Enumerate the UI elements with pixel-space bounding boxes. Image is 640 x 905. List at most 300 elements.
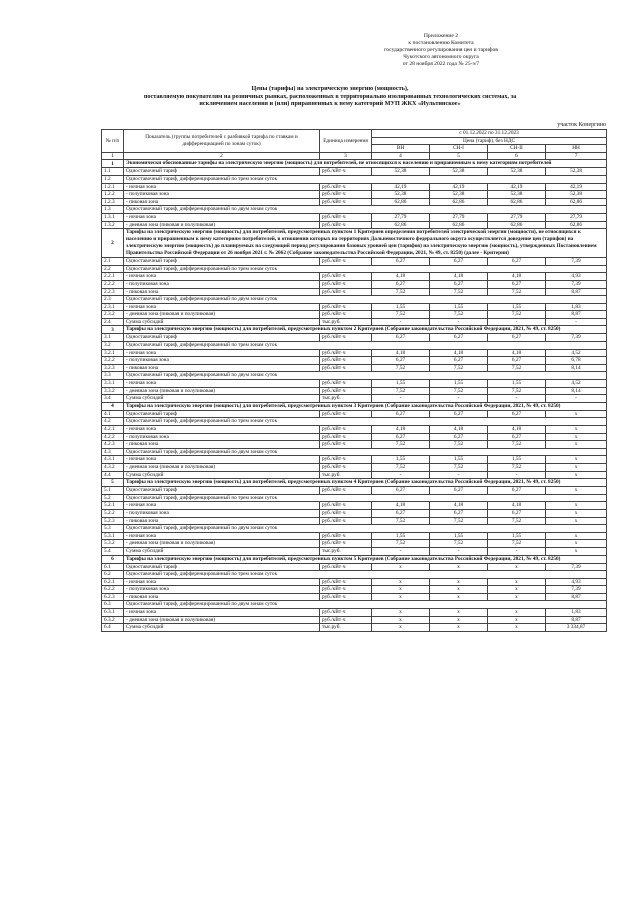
column-number: 7 bbox=[546, 152, 607, 160]
row-unit: руб./кВт·ч bbox=[320, 183, 372, 191]
value-sn2: 4,18 bbox=[488, 426, 546, 434]
row-number: 5.2 bbox=[102, 494, 124, 502]
value-vn: 6,27 bbox=[372, 410, 430, 418]
value-vn: 62,86 bbox=[372, 198, 430, 206]
row-unit: руб./кВт·ч bbox=[320, 364, 372, 372]
subheader-row bbox=[102, 494, 607, 502]
value-sn1: 7,52 bbox=[430, 441, 488, 449]
value-sn1: 6,27 bbox=[430, 410, 488, 418]
table-row bbox=[102, 183, 607, 191]
value-nn: х bbox=[546, 410, 607, 418]
row-number: 4.4 bbox=[102, 471, 124, 479]
row-unit: тыс.руб. bbox=[320, 318, 372, 326]
value-vn: х bbox=[372, 609, 430, 617]
value-nn: 42,19 bbox=[546, 183, 607, 191]
header-no: № п/п bbox=[102, 130, 124, 153]
row-number: 6.3.1 bbox=[102, 609, 124, 617]
table-row bbox=[102, 273, 607, 281]
row-number: 6.2 bbox=[102, 571, 124, 579]
value-sn2: 7,52 bbox=[488, 387, 546, 395]
value-vn: 7,52 bbox=[372, 387, 430, 395]
value-nn: 1,83 bbox=[546, 609, 607, 617]
row-name: - пиковая зона bbox=[124, 593, 320, 601]
value-nn: х bbox=[546, 426, 607, 434]
row-number: 1.2.2 bbox=[102, 191, 124, 199]
value-vn: 27,79 bbox=[372, 213, 430, 221]
row-unit: руб./кВт·ч bbox=[320, 334, 372, 342]
value-nn: 6,78 bbox=[546, 357, 607, 365]
section-row bbox=[102, 479, 607, 487]
subheader-row bbox=[102, 525, 607, 533]
value-nn: 8,87 bbox=[546, 593, 607, 601]
title-line: исключением населения и (или) приравненных к нему категорий МУП ЖКХ «Иультинское» bbox=[199, 100, 461, 108]
table-row bbox=[102, 318, 607, 326]
value-nn: 62,86 bbox=[546, 198, 607, 206]
value-vn: 1,55 bbox=[372, 303, 430, 311]
row-name: - дневная зона (пиковая и полупиковая) bbox=[124, 463, 320, 471]
value-nn: х bbox=[546, 487, 607, 495]
row-name: Сумма субсидий bbox=[124, 624, 320, 632]
row-number: 2.3.1 bbox=[102, 303, 124, 311]
row-number: 5.4 bbox=[102, 547, 124, 555]
value-nn: х bbox=[546, 441, 607, 449]
row-number: 4.1 bbox=[102, 410, 124, 418]
row-name: - полупиковая зона bbox=[124, 191, 320, 199]
value-sn1: 42,19 bbox=[430, 183, 488, 191]
value-sn1: 6,27 bbox=[430, 509, 488, 517]
appendix-line: государственного регулирования цен и тарифов bbox=[384, 47, 498, 53]
value-vn: 4,18 bbox=[372, 273, 430, 281]
value-sn2: 7,52 bbox=[488, 364, 546, 372]
value-sn1: х bbox=[430, 609, 488, 617]
row-name: - полупиковая зона bbox=[124, 586, 320, 594]
value-vn: 7,52 bbox=[372, 540, 430, 548]
row-number: 2.2.1 bbox=[102, 273, 124, 281]
section-description: Тарифы на электрическую энергию (мощность) для потребителей, предусмотренных пунктом 4 Критериев (Собрание законодательства Российской Федерации, 2021, № 49, ст. 8250) bbox=[124, 479, 607, 487]
value-nn: 8,14 bbox=[546, 364, 607, 372]
row-name: - ночная зона bbox=[124, 273, 320, 281]
value-sn1: 6,27 bbox=[430, 258, 488, 266]
table-row bbox=[102, 387, 607, 395]
value-sn1: 7,52 bbox=[430, 288, 488, 296]
row-number: 5.3 bbox=[102, 525, 124, 533]
header-col-sn1: СН-I bbox=[430, 145, 488, 153]
value-vn: - bbox=[372, 318, 430, 326]
row-number: 1.1 bbox=[102, 168, 124, 176]
value-vn: - bbox=[372, 395, 430, 403]
tariff-table bbox=[101, 129, 607, 632]
row-number: 3.2 bbox=[102, 342, 124, 350]
value-sn2: х bbox=[488, 563, 546, 571]
value-nn: 8,87 bbox=[546, 311, 607, 319]
row-name: - ночная зона bbox=[124, 456, 320, 464]
table-row bbox=[102, 616, 607, 624]
value-sn1: 4,18 bbox=[430, 426, 488, 434]
value-vn: 6,27 bbox=[372, 280, 430, 288]
value-vn: 4,18 bbox=[372, 426, 430, 434]
row-number: 2.2.3 bbox=[102, 288, 124, 296]
table-row bbox=[102, 191, 607, 199]
value-sn2: 1,55 bbox=[488, 456, 546, 464]
row-name: - пиковая зона bbox=[124, 441, 320, 449]
row-number: 2.3 bbox=[102, 296, 124, 304]
row-unit: руб./кВт·ч bbox=[320, 426, 372, 434]
value-nn: х bbox=[546, 471, 607, 479]
value-sn1: 4,18 bbox=[430, 273, 488, 281]
row-number: 5 bbox=[102, 479, 124, 487]
table-row bbox=[102, 471, 607, 479]
value-sn2: х bbox=[488, 624, 546, 632]
table-row bbox=[102, 258, 607, 266]
value-sn1: х bbox=[430, 593, 488, 601]
value-sn1: 1,55 bbox=[430, 456, 488, 464]
table-row bbox=[102, 540, 607, 548]
value-sn1: - bbox=[430, 318, 488, 326]
value-vn: 52,38 bbox=[372, 168, 430, 176]
table-row bbox=[102, 624, 607, 632]
row-name: Одноставочный тариф bbox=[124, 258, 320, 266]
value-sn1: 7,52 bbox=[430, 387, 488, 395]
row-number: 2 bbox=[102, 229, 124, 258]
value-sn2: 4,18 bbox=[488, 502, 546, 510]
row-name: Одноставочный тариф bbox=[124, 410, 320, 418]
row-unit: руб./кВт·ч bbox=[320, 357, 372, 365]
value-nn: 7,39 bbox=[546, 586, 607, 594]
value-vn: 1,55 bbox=[372, 532, 430, 540]
table-row bbox=[102, 288, 607, 296]
value-sn2: 6,27 bbox=[488, 334, 546, 342]
value-vn: - bbox=[372, 547, 430, 555]
appendix-line: к постановлению Комитета bbox=[408, 40, 474, 46]
value-sn1: - bbox=[430, 471, 488, 479]
value-sn2: 1,55 bbox=[488, 303, 546, 311]
value-sn2: 7,52 bbox=[488, 517, 546, 525]
value-sn2: 27,79 bbox=[488, 213, 546, 221]
row-name: Одноставочный тариф, дифференцированный по трем зонам суток bbox=[124, 494, 607, 502]
value-nn: 8,14 bbox=[546, 387, 607, 395]
value-vn: 7,52 bbox=[372, 441, 430, 449]
row-name: - пиковая зона bbox=[124, 364, 320, 372]
row-unit: руб./кВт·ч bbox=[320, 221, 372, 229]
row-unit: руб./кВт·ч bbox=[320, 586, 372, 594]
value-sn2: 6,27 bbox=[488, 509, 546, 517]
row-number: 6.3.2 bbox=[102, 616, 124, 624]
value-nn: х bbox=[546, 547, 607, 555]
row-unit: руб./кВт·ч bbox=[320, 258, 372, 266]
appendix-line: от 28 ноября 2022 года № 25-э/7 bbox=[402, 61, 480, 67]
value-sn2: 1,55 bbox=[488, 532, 546, 540]
row-number: 2.2.2 bbox=[102, 280, 124, 288]
subheader-row bbox=[102, 342, 607, 350]
row-name: Одноставочный тариф, дифференцированный по двум зонам суток bbox=[124, 296, 607, 304]
row-name: - ночная зона bbox=[124, 183, 320, 191]
section-row bbox=[102, 326, 607, 334]
subheader-row bbox=[102, 175, 607, 183]
row-unit: руб./кВт·ч bbox=[320, 433, 372, 441]
row-unit: руб./кВт·ч bbox=[320, 616, 372, 624]
table-row bbox=[102, 609, 607, 617]
row-name: - дневная зона (пиковая и полупиковая) bbox=[124, 540, 320, 548]
value-vn: 42,19 bbox=[372, 183, 430, 191]
row-unit: тыс.руб. bbox=[320, 395, 372, 403]
value-nn: 8,87 bbox=[546, 288, 607, 296]
value-sn1: 52,38 bbox=[430, 168, 488, 176]
row-number: 2.3.2 bbox=[102, 311, 124, 319]
value-sn1: 6,27 bbox=[430, 280, 488, 288]
value-nn: х bbox=[546, 456, 607, 464]
appendix-line: Приложение 2 bbox=[423, 33, 459, 39]
row-unit: руб./кВт·ч bbox=[320, 563, 372, 571]
row-number: 1.3 bbox=[102, 206, 124, 214]
value-sn1: 62,86 bbox=[430, 221, 488, 229]
value-sn2: х bbox=[488, 609, 546, 617]
table-row bbox=[102, 547, 607, 555]
row-unit: руб./кВт·ч bbox=[320, 311, 372, 319]
row-number: 6.3 bbox=[102, 601, 124, 609]
value-nn: 4,93 bbox=[546, 273, 607, 281]
row-name: Одноставочный тариф, дифференцированный по трем зонам суток bbox=[124, 265, 607, 273]
row-name: Одноставочный тариф, дифференцированный по двум зонам суток bbox=[124, 448, 607, 456]
value-sn2: - bbox=[488, 471, 546, 479]
column-number: 6 bbox=[488, 152, 546, 160]
row-unit: руб./кВт·ч bbox=[320, 456, 372, 464]
value-sn1: х bbox=[430, 586, 488, 594]
value-vn: 62,86 bbox=[372, 221, 430, 229]
value-sn1: 27,79 bbox=[430, 213, 488, 221]
value-sn1: 1,55 bbox=[430, 380, 488, 388]
value-sn2: 7,52 bbox=[488, 311, 546, 319]
row-number: 4.2.2 bbox=[102, 433, 124, 441]
subheader-row bbox=[102, 296, 607, 304]
row-name: - ночная зона bbox=[124, 532, 320, 540]
value-sn1: - bbox=[430, 395, 488, 403]
table-row bbox=[102, 502, 607, 510]
row-name: Одноставочный тариф, дифференцированный по трем зонам суток bbox=[124, 418, 607, 426]
row-name: Сумма субсидий bbox=[124, 547, 320, 555]
value-sn1: 6,27 bbox=[430, 357, 488, 365]
value-sn2: 6,27 bbox=[488, 410, 546, 418]
row-number: 1.2.3 bbox=[102, 198, 124, 206]
column-number: 3 bbox=[320, 152, 372, 160]
row-unit: руб./кВт·ч bbox=[320, 532, 372, 540]
row-number: 3.3.1 bbox=[102, 380, 124, 388]
value-nn: 4,52 bbox=[546, 349, 607, 357]
value-nn: х bbox=[546, 463, 607, 471]
value-nn: х bbox=[546, 433, 607, 441]
row-number: 6.2.3 bbox=[102, 593, 124, 601]
value-vn: 6,27 bbox=[372, 357, 430, 365]
row-name: Одноставочный тариф, дифференцированный по двум зонам суток bbox=[124, 525, 607, 533]
column-number: 5 bbox=[430, 152, 488, 160]
row-number: 4.3 bbox=[102, 448, 124, 456]
row-unit: руб./кВт·ч bbox=[320, 593, 372, 601]
row-name: - полупиковая зона bbox=[124, 433, 320, 441]
row-unit: руб./кВт·ч bbox=[320, 517, 372, 525]
row-name: - полупиковая зона bbox=[124, 280, 320, 288]
table-row bbox=[102, 532, 607, 540]
row-name: Одноставочный тариф, дифференцированный по двум зонам суток bbox=[124, 206, 607, 214]
value-vn: 1,55 bbox=[372, 456, 430, 464]
row-unit: руб./кВт·ч bbox=[320, 349, 372, 357]
value-sn1: 7,52 bbox=[430, 311, 488, 319]
value-sn2: 7,52 bbox=[488, 463, 546, 471]
table-row bbox=[102, 357, 607, 365]
value-nn: 7,39 bbox=[546, 334, 607, 342]
table-row bbox=[102, 380, 607, 388]
row-name: - дневная зона (пиковая и полупиковая) bbox=[124, 311, 320, 319]
row-number: 1 bbox=[102, 160, 124, 168]
row-number: 3.2.1 bbox=[102, 349, 124, 357]
section-description: Тарифы на электрическую энергию (мощность) для потребителей, предусмотренных пунктом 2 Критериев (Собрание законодательства Российской Федерации, 2021, № 49, ст. 8250) bbox=[124, 326, 607, 334]
value-sn1: 52,38 bbox=[430, 191, 488, 199]
row-number: 4.3.2 bbox=[102, 463, 124, 471]
row-name: - ночная зона bbox=[124, 213, 320, 221]
value-sn1: 6,27 bbox=[430, 334, 488, 342]
value-sn2: 6,27 bbox=[488, 357, 546, 365]
value-vn: 7,52 bbox=[372, 311, 430, 319]
row-name: - ночная зона bbox=[124, 502, 320, 510]
value-nn: 7,39 bbox=[546, 258, 607, 266]
row-number: 4.2 bbox=[102, 418, 124, 426]
value-sn2: 52,38 bbox=[488, 191, 546, 199]
section-description: Тарифы на электрическую энергию (мощность) для потребителей, предусмотренных пунктом 3 Критериев (Собрание законодательства Российской Федерации, 2021, № 49, ст. 8250) bbox=[124, 402, 607, 410]
title-line: Цены (тарифы) на электрическую энергию (мощность), bbox=[251, 85, 409, 92]
section-description: Тарифы на электрическую энергию (мощность) для потребителей, предусмотренных пунктом 1 Критериев определения потребителей электрической энергии (мощности), не относящихся к населению и приравненным к нему категориям потребителей, в отношении которых на территориях Дальневосточного федерального округа осуществляется доведение цен (тарифов) на электрическую энергию (мощность) до планируемых на следующий период регулирования базовых уровней цен (тарифов) на электрическую энергию (мощность), утвержденных Постановлением Правительства Российской Федерации от 26 ноября 2021 г. № 2062 (Собрание законодательства Российской Федерации, 2021, № 49, ст. 8250) (далее - Критерии) bbox=[124, 229, 607, 258]
value-nn: 7,39 bbox=[546, 280, 607, 288]
row-unit: руб./кВт·ч bbox=[320, 487, 372, 495]
table-row bbox=[102, 509, 607, 517]
subheader-row bbox=[102, 448, 607, 456]
row-name: Сумма субсидий bbox=[124, 318, 320, 326]
value-sn2: х bbox=[488, 578, 546, 586]
header-unit: Единица измерения bbox=[320, 130, 372, 153]
value-sn2: 62,86 bbox=[488, 198, 546, 206]
row-name: Одноставочный тариф bbox=[124, 168, 320, 176]
row-unit: тыс.руб. bbox=[320, 471, 372, 479]
value-vn: 1,55 bbox=[372, 380, 430, 388]
row-number: 4 bbox=[102, 402, 124, 410]
row-number: 3.1 bbox=[102, 334, 124, 342]
value-sn2: 7,52 bbox=[488, 288, 546, 296]
value-sn1: 7,52 bbox=[430, 540, 488, 548]
row-unit: руб./кВт·ч bbox=[320, 380, 372, 388]
section-row bbox=[102, 160, 607, 168]
value-sn2: 6,27 bbox=[488, 258, 546, 266]
value-nn: 62,86 bbox=[546, 221, 607, 229]
row-number: 1.3.2 bbox=[102, 221, 124, 229]
value-vn: 7,52 bbox=[372, 288, 430, 296]
value-vn: 7,52 bbox=[372, 463, 430, 471]
column-number: 4 bbox=[372, 152, 430, 160]
table-row bbox=[102, 364, 607, 372]
table-row bbox=[102, 168, 607, 176]
value-vn: 4,18 bbox=[372, 502, 430, 510]
row-number: 2.4 bbox=[102, 318, 124, 326]
table-row bbox=[102, 578, 607, 586]
value-nn: - bbox=[546, 395, 607, 403]
value-nn: х bbox=[546, 502, 607, 510]
row-name: Сумма субсидий bbox=[124, 471, 320, 479]
value-sn1: 1,55 bbox=[430, 303, 488, 311]
row-name: - дневная зона (пиковая и полупиковая) bbox=[124, 221, 320, 229]
row-number: 6 bbox=[102, 555, 124, 563]
value-sn2: х bbox=[488, 586, 546, 594]
row-number: 3 bbox=[102, 326, 124, 334]
value-vn: 6,27 bbox=[372, 258, 430, 266]
row-name: - дневная зона (пиковая и полупиковая) bbox=[124, 616, 320, 624]
value-nn: 8,87 bbox=[546, 616, 607, 624]
value-vn: х bbox=[372, 563, 430, 571]
row-name: - ночная зона bbox=[124, 426, 320, 434]
row-unit: руб./кВт·ч bbox=[320, 441, 372, 449]
value-nn: х bbox=[546, 540, 607, 548]
row-unit: руб./кВт·ч bbox=[320, 198, 372, 206]
row-unit: руб./кВт·ч bbox=[320, 502, 372, 510]
title-line: поставляемую покупателям на розничных рынках, расположенных в территориально изолированных технологических системах, за bbox=[143, 92, 517, 100]
value-sn1: 4,18 bbox=[430, 502, 488, 510]
value-sn2: 7,52 bbox=[488, 540, 546, 548]
value-sn1: 62,86 bbox=[430, 198, 488, 206]
value-sn1: 6,27 bbox=[430, 487, 488, 495]
value-sn1: х bbox=[430, 624, 488, 632]
row-name: Одноставочный тариф bbox=[124, 334, 320, 342]
header-period: с 01.12.2022 по 31.12.2023 bbox=[372, 130, 607, 138]
row-unit: руб./кВт·ч bbox=[320, 410, 372, 418]
value-vn: х bbox=[372, 586, 430, 594]
value-sn2: 62,86 bbox=[488, 221, 546, 229]
section-row bbox=[102, 402, 607, 410]
appendix-line: Чукотского автономного округа bbox=[403, 54, 479, 60]
table-row bbox=[102, 433, 607, 441]
table-row bbox=[102, 213, 607, 221]
value-vn: 52,38 bbox=[372, 191, 430, 199]
row-number: 6.2.2 bbox=[102, 586, 124, 594]
table-row bbox=[102, 395, 607, 403]
value-nn: х bbox=[546, 532, 607, 540]
row-name: - ночная зона bbox=[124, 609, 320, 617]
row-number: 5.1 bbox=[102, 487, 124, 495]
table-row bbox=[102, 280, 607, 288]
value-sn2: х bbox=[488, 593, 546, 601]
value-vn: 6,27 bbox=[372, 509, 430, 517]
value-sn2: 4,18 bbox=[488, 273, 546, 281]
subheader-row bbox=[102, 571, 607, 579]
row-unit: руб./кВт·ч bbox=[320, 609, 372, 617]
row-number: 2.2 bbox=[102, 265, 124, 273]
value-sn1: - bbox=[430, 547, 488, 555]
value-vn: - bbox=[372, 471, 430, 479]
row-name: - дневная зона (пиковая и полупиковая) bbox=[124, 387, 320, 395]
value-sn2: - bbox=[488, 395, 546, 403]
value-sn1: 7,52 bbox=[430, 463, 488, 471]
row-number: 4.2.3 bbox=[102, 441, 124, 449]
row-name: - ночная зона bbox=[124, 380, 320, 388]
value-sn2: 6,27 bbox=[488, 433, 546, 441]
value-sn1: х bbox=[430, 616, 488, 624]
row-unit: руб./кВт·ч bbox=[320, 463, 372, 471]
row-unit: тыс.руб. bbox=[320, 624, 372, 632]
value-sn1: х bbox=[430, 563, 488, 571]
row-unit: руб./кВт·ч bbox=[320, 578, 372, 586]
row-name: Одноставочный тариф, дифференцированный по трем зонам суток bbox=[124, 571, 607, 579]
value-sn1: 7,52 bbox=[430, 364, 488, 372]
value-sn1: 7,52 bbox=[430, 517, 488, 525]
value-sn2: 42,19 bbox=[488, 183, 546, 191]
row-number: 6.1 bbox=[102, 563, 124, 571]
row-unit: руб./кВт·ч bbox=[320, 303, 372, 311]
section-row bbox=[102, 229, 607, 258]
row-unit: руб./кВт·ч bbox=[320, 387, 372, 395]
